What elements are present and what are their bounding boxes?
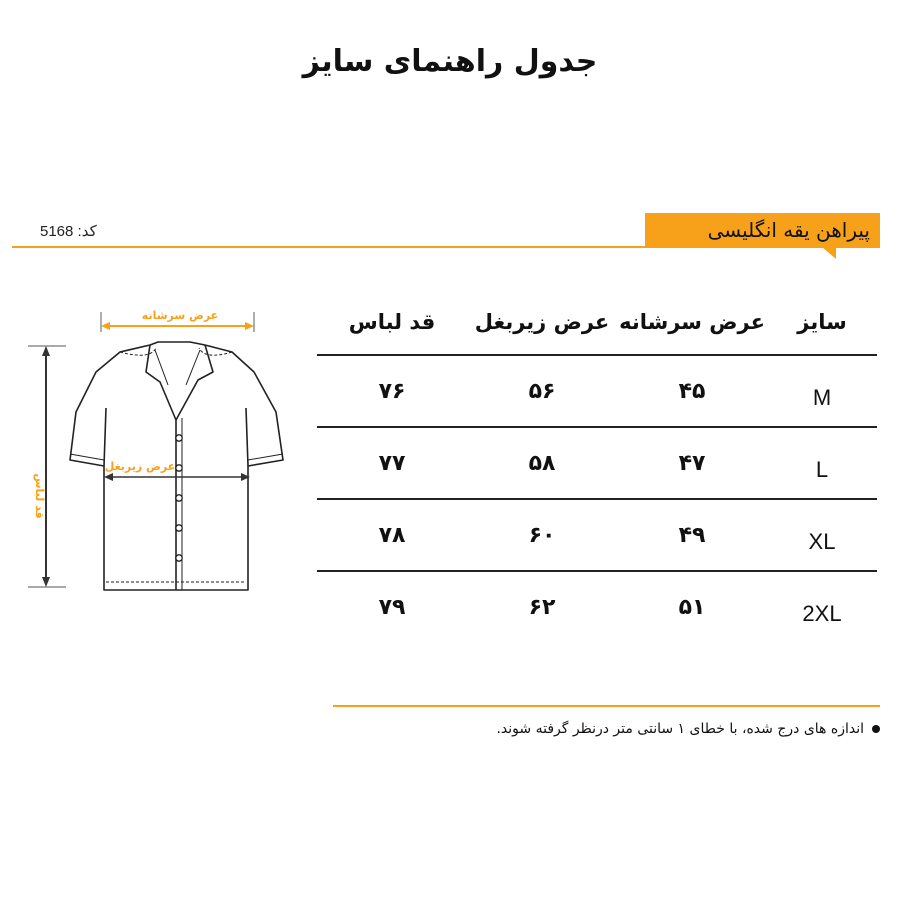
chest-cell: ۵۶ [528,378,556,404]
size-cell: M [812,385,832,410]
length-label: قد لباس [33,473,46,519]
shoulder-cell: ۴۵ [678,378,706,404]
product-code-label: کد: [77,223,97,240]
table-header [317,290,877,356]
product-code-value: 5168 [40,223,74,240]
shoulder-cell: ۴۷ [678,450,706,476]
header-chest: عرض زیربغل [474,310,610,334]
header-shoulder: عرض سرشانه [619,310,765,334]
banner-tail [822,247,836,259]
shoulder-cell: ۴۹ [678,522,706,548]
chest-cell: ۶۰ [528,522,556,548]
note-text: اندازه های درج شده، با خطای ۱ سانتی متر درنظر گرفته شوند. [496,721,864,737]
table-row [317,428,877,500]
size-cell: L [815,457,829,482]
product-name: پیراهن یقه انگلیسی [707,218,870,242]
shirt-diagram [0,290,300,610]
table-row [317,500,877,572]
size-cell: 2XL [802,601,842,626]
product-code [40,222,97,240]
measurement-note [340,721,880,737]
bullet-dot-icon [872,725,880,733]
chest-cell: ۵۸ [528,450,556,476]
header-size: سایز [797,310,847,334]
shoulder-cell: ۵۱ [678,594,706,620]
chest-cell: ۶۲ [528,594,556,620]
length-cell: ۷۹ [378,594,406,620]
chest-width-label: عرض زیربغل [104,460,176,473]
footer-divider [333,705,880,707]
shoulder-width-label: عرض سرشانه [141,309,219,322]
header-length: قد لباس [348,310,436,334]
table-row [317,572,877,642]
table-row [317,356,877,428]
length-cell: ۷۸ [378,522,406,548]
length-cell: ۷۷ [378,450,406,476]
size-table [317,290,877,642]
size-cell: XL [808,529,836,554]
page-title: جدول راهنمای سایز [302,44,598,79]
length-cell: ۷۶ [378,378,406,404]
